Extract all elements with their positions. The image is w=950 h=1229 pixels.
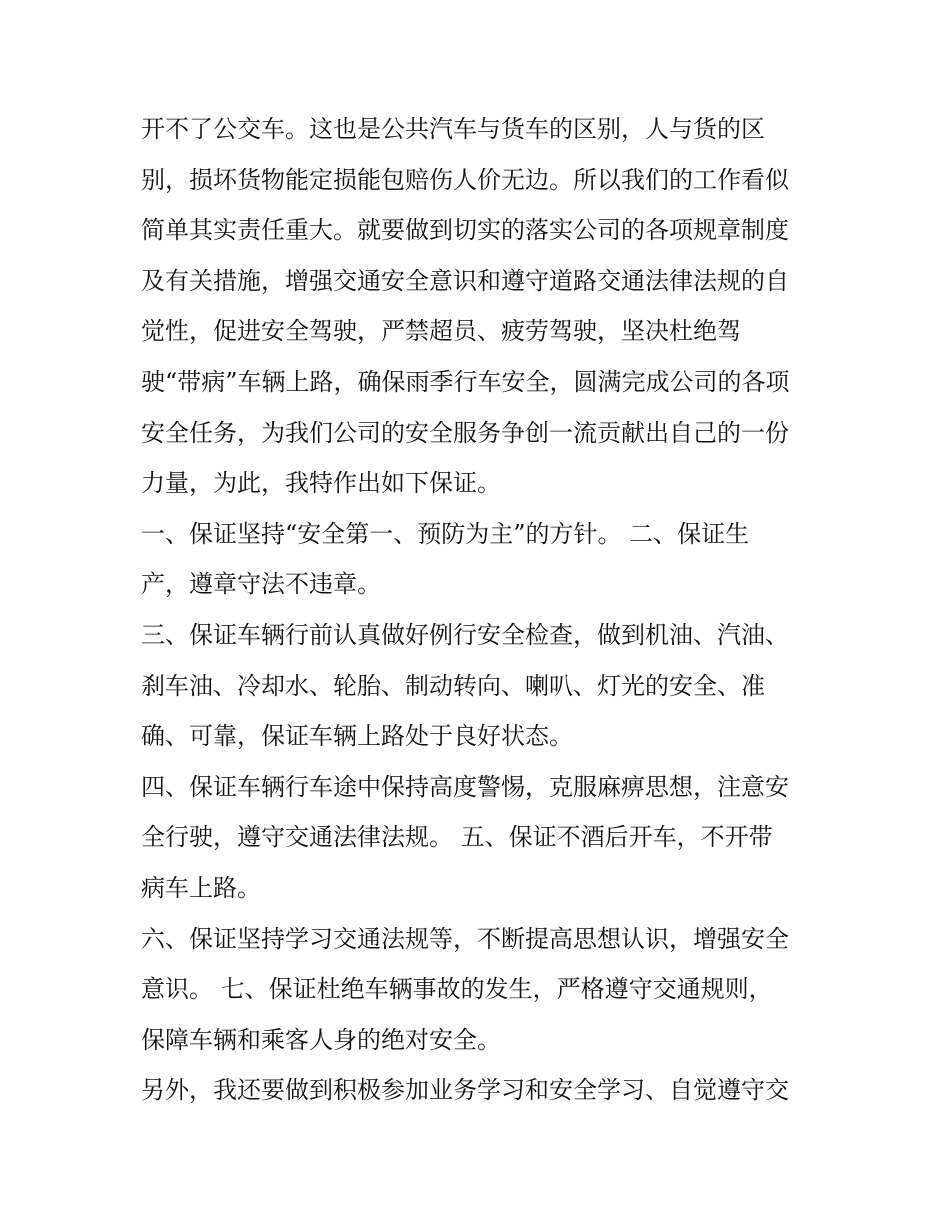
- text-line: 刹车油、冷却水、轮胎、制动转向、喇叭、灯光的安全、准: [141, 671, 765, 700]
- text-line: 驶“带病”车辆上路，确保雨季行车安全，圆满完成公司的各项: [141, 367, 790, 396]
- text-line: 简单其实责任重大。就要做到切实的落实公司的各项规章制度: [141, 216, 789, 245]
- text-line: 四、保证车辆行车途中保持高度警惕，克服麻痹思想，注意安: [141, 772, 789, 801]
- text-line: 一、保证坚持“安全第一、预防为主”的方针。 二、保证生: [141, 519, 750, 548]
- text-line: 全行驶，遵守交通法律法规。 五、保证不酒后开车，不开带: [141, 823, 773, 852]
- text-line: 确、可靠，保证车辆上路处于良好状态。: [141, 722, 573, 751]
- text-line: 及有关措施，增强交通安全意识和遵守道路交通法律法规的自: [141, 266, 789, 295]
- text-line: 保障车辆和乘客人身的绝对安全。: [141, 1025, 501, 1054]
- text-line: 别，损坏货物能定损能包赔伤人价无边。所以我们的工作看似: [141, 165, 789, 194]
- body-text: [141, 104, 821, 1116]
- text-line: 病车上路。: [141, 873, 261, 902]
- text-line: 力量，为此，我特作出如下保证。: [141, 469, 501, 498]
- text-line: 六、保证坚持学习交通法规等，不断提高思想认识，增强安全: [141, 924, 789, 953]
- text-line: 开不了公交车。这也是公共汽车与货车的区别，人与货的区: [141, 115, 765, 143]
- text-line: 安全任务，为我们公司的安全服务争创一流贡献出自己的一份: [141, 418, 789, 447]
- text-line: 另外，我还要做到积极参加业务学习和安全学习、自觉遵守交: [141, 1076, 789, 1105]
- text-line: 意识。 七、保证杜绝车辆事故的发生，严格遵守交通规则，: [141, 975, 773, 1004]
- text-line: 觉性，促进安全驾驶，严禁超员、疲劳驾驶，坚决杜绝驾: [141, 317, 741, 346]
- text-line: 三、保证车辆行前认真做好例行安全检查，做到机油、汽油、: [141, 620, 789, 649]
- text-line: 产，遵章守法不违章。: [141, 570, 381, 599]
